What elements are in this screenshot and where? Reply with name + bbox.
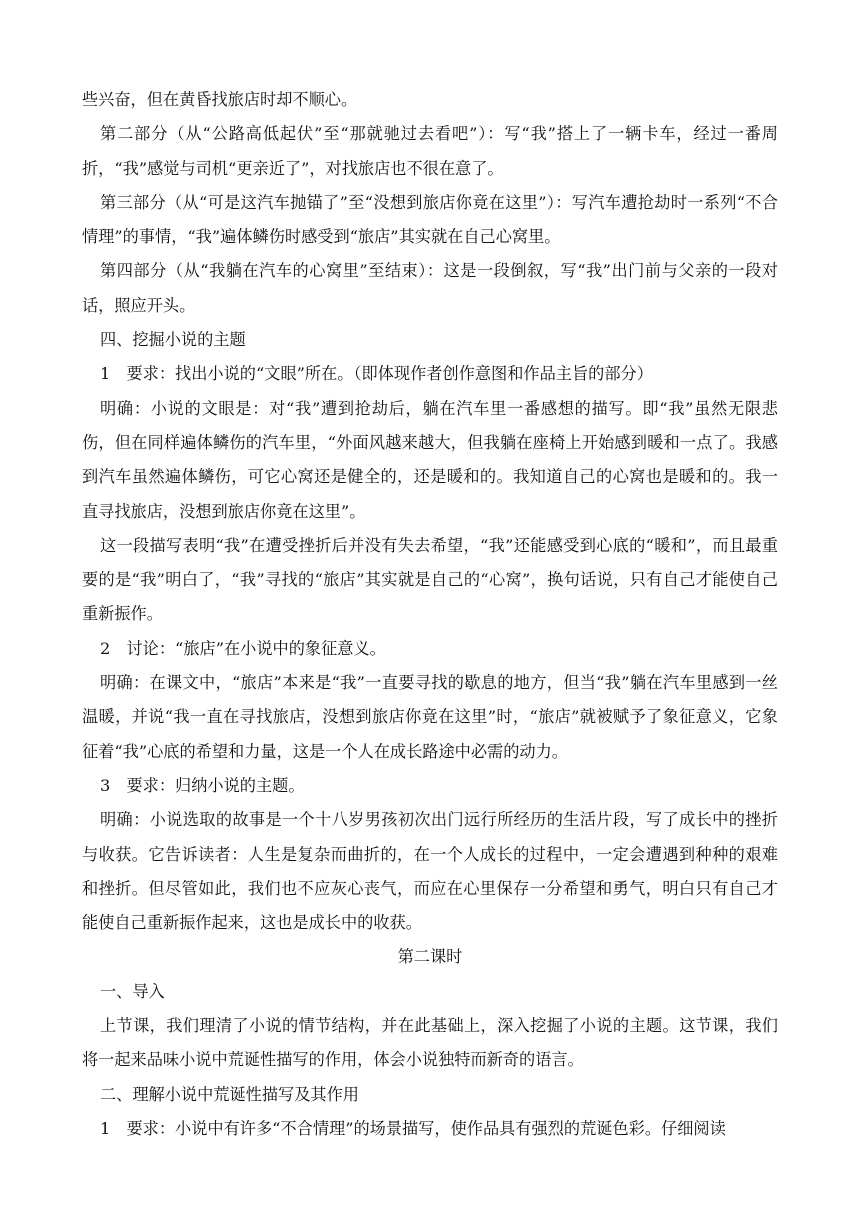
paragraph-2: 第二部分（从“公路高低起伏”至“那就驰过去看吧”）：写“我”搭上了一辆卡车，经过一番周折，“我”感觉与司机“更亲近了”，对找旅店也不很在意了。 <box>82 124 778 178</box>
document-page <box>82 83 778 1146</box>
section-heading-4: 四、挖掘小说的主题 <box>100 330 246 350</box>
section-heading-1: 一、导入 <box>100 981 165 1001</box>
paragraph-4: 第四部分（从“我躺在汽车的心窝里”至结束）：这是一段倒叙，写“我”出门前与父亲的一段对话，照应开头。 <box>82 261 778 315</box>
item-3-requirement: 3 要求：归纳小说的主题。 <box>100 775 305 795</box>
item-2-discussion: 2 讨论：“旅店”在小说中的象征意义。 <box>100 638 386 658</box>
lesson-title: 第二课时 <box>397 947 463 967</box>
item-2-answer: 明确：在课文中，“旅店”本来是“我”一直要寻找的歇息的地方，但当“我”躺在汽车里感到一丝温暖，并说“我一直在寻找旅店，没想到旅店你竟在这里”时，“旅店”就被赋予了象征意义，它象征着“我”心底的希望和力量，这是一个人在成长路途中必需的动力。 <box>82 673 778 761</box>
paragraph-3: 第三部分（从“可是这汽车抛锚了”至“没想到旅店你竟在这里”）：写汽车遭抢劫时一系列“不合情理”的事情，“我”遍体鳞伤时感受到“旅店”其实就在自己心窝里。 <box>82 192 778 247</box>
item-3-answer: 明确：小说选取的故事是一个十八岁男孩初次出门远行所经历的生活片段，写了成长中的挫折与收获。它告诉读者：人生是复杂而曲折的，在一个人成长的过程中，一定会遭遇到种种的艰难和挫折。但尽管如此，我们也不应灰心丧气，而应在心里保存一分希望和勇气，明白只有自己才能使自己重新振作起来，这也是成长中的收获。 <box>82 810 778 933</box>
item-1-requirement: 1 要求：找出小说的“文眼”所在。（即体现作者创作意图和作品主旨的部分） <box>100 364 653 384</box>
intro-paragraph: 上节课，我们理清了小说的情节结构，并在此基础上，深入挖掘了小说的主题。这节课，我们将一起来品味小说中荒诞性描写的作用，体会小说独特而新奇的语言。 <box>82 1016 778 1070</box>
paragraph-1: 些兴奋，但在黄昏找旅店时却不顺心。 <box>82 90 358 109</box>
item-1-explanation: 这一段描写表明“我”在遭受挫折后并没有失去希望，“我”还能感受到心底的“暖和”，而且最重要的是“我”明白了，“我”寻找的“旅店”其实就是自己的“心窝”，换句话说，只有自己才能使自己重新振作。 <box>82 535 778 624</box>
item-requirement-last: 1 要求：小说中有许多“不合情理”的场景描写，使作品具有强烈的荒诞色彩。仔细阅读 <box>100 1118 726 1138</box>
item-1-answer: 明确：小说的文眼是：对“我”遭到抢劫后，躺在汽车里一番感想的描写。即“我”虽然无限悲伤，但在同样遍体鳞伤的汽车里，“外面风越来越大，但我躺在座椅上开始感到暖和一点了。我感到汽车虽然遍体鳞伤，可它心窝还是健全的，还是暖和的。我知道自己的心窝也是暖和的。我一直寻找旅店，没想到旅店你竟在这里”。 <box>82 398 778 521</box>
section-heading-2: 二、理解小说中荒诞性描写及其作用 <box>100 1084 359 1104</box>
